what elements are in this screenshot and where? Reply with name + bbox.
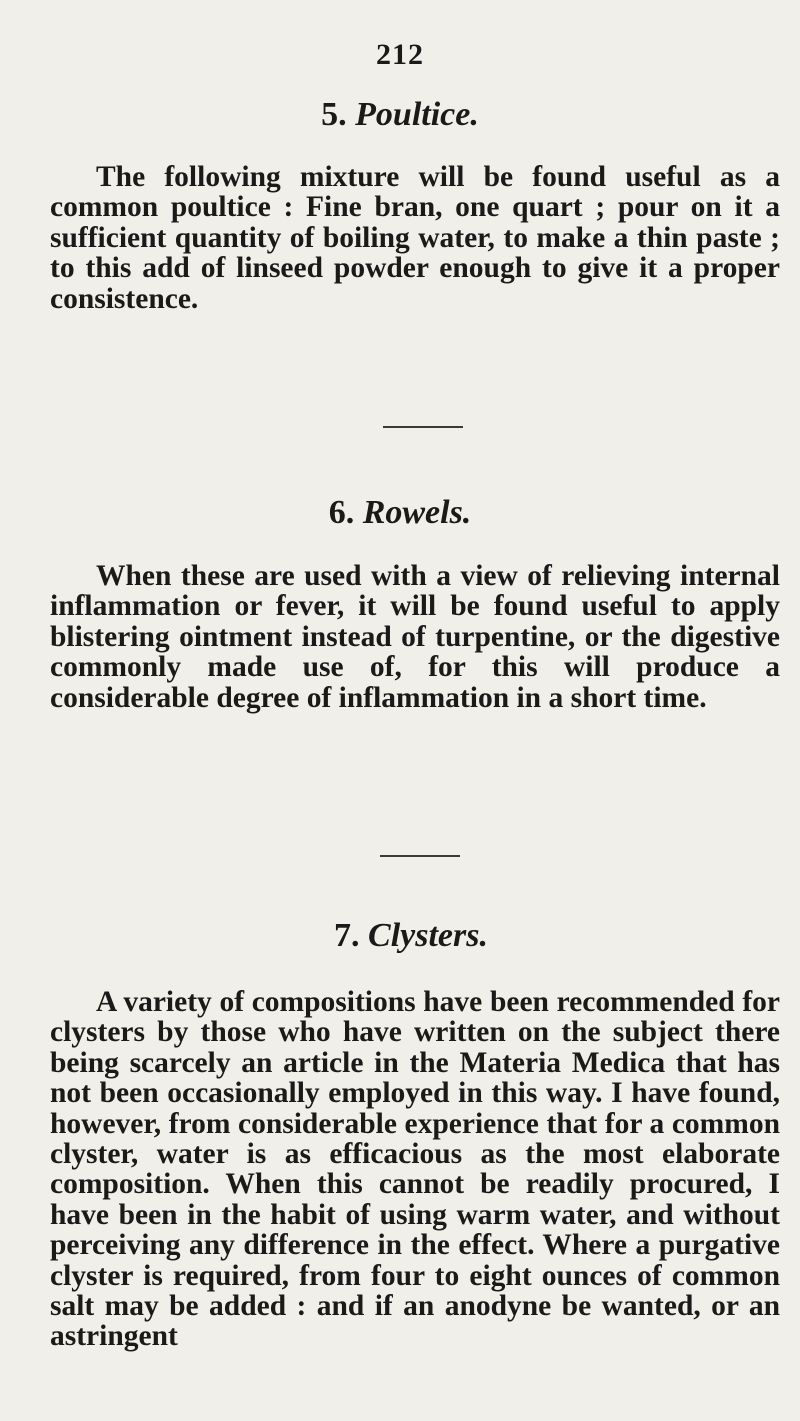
page-number: 212 bbox=[376, 38, 424, 71]
section-body-rowels: When these are used with a view of relieving internal inflammation or fever, it will be found useful to apply blistering ointment instead of turpentine, or the digestive commonly made use of, for this will produce a considerable degree of inflammation in a short time. bbox=[50, 560, 780, 714]
section-heading-poultice bbox=[0, 96, 800, 134]
section-heading-clysters bbox=[22, 917, 800, 955]
section-body-clysters: A variety of compositions have been recommended for clysters by those who have written on the subject there being scarcely an article in the Materia Medica that has not been occasionally employed in this way. I have found, however, from considerable experience that for a common clyster, water is as efficacious as the most elaborate composition. When this cannot be readily procured, I have been in the habit of using warm water, and without perceiving any difference in the effect. Where a purgative clyster is required, from four to eight ounces of common salt may be added : and if an anodyne be wanted, or an astringent bbox=[50, 986, 780, 1353]
section-body-poultice: The following mixture will be found useful as a common poultice : Fine bran, one quart ; pour on it a sufficient quantity of boiling water, to make a thin paste ; to this add of linseed powder enough to give it a proper consistence. bbox=[50, 161, 780, 315]
section-title: Poultice. bbox=[355, 96, 479, 133]
section-number: 6. bbox=[328, 494, 355, 531]
section-divider bbox=[383, 426, 463, 428]
section-title: Clysters. bbox=[368, 917, 488, 954]
section-heading-rowels bbox=[0, 494, 800, 532]
section-number: 7. bbox=[334, 917, 360, 954]
section-number: 5. bbox=[321, 96, 347, 133]
section-divider bbox=[380, 855, 460, 857]
section-title: Rowels. bbox=[362, 494, 472, 531]
